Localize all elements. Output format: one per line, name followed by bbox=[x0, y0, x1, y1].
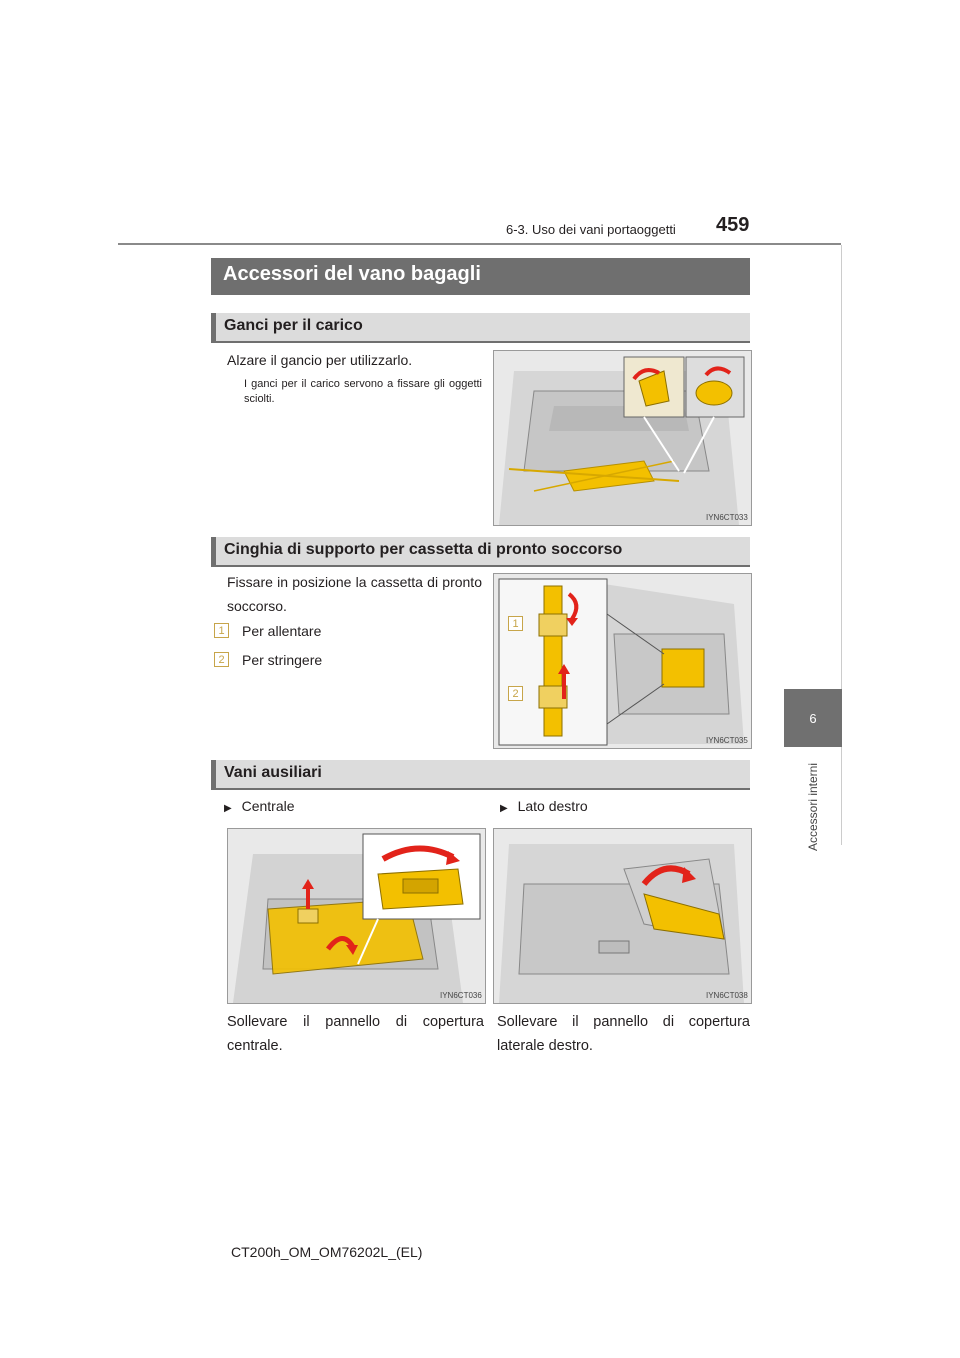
chapter-number: 6 bbox=[809, 710, 817, 726]
first-aid-strap-illustration bbox=[494, 574, 751, 748]
item-badge-1: 1 bbox=[214, 623, 229, 638]
page-number: 459 bbox=[716, 214, 750, 236]
figure-cargo-hooks bbox=[493, 350, 752, 526]
figure-first-aid-strap bbox=[493, 573, 752, 749]
figure-badge-2: 2 bbox=[508, 686, 523, 701]
vani-right-caption: Sollevare il pannello di copertura laterale destro. bbox=[497, 1014, 750, 1054]
triangle-bullet-icon: ▶ bbox=[224, 803, 232, 814]
header-divider bbox=[118, 243, 841, 245]
section-title-vani bbox=[211, 760, 750, 790]
section-title-cinghia bbox=[211, 537, 750, 567]
vani-left-heading-text: Centrale bbox=[241, 798, 295, 814]
chapter-label-wrap bbox=[784, 752, 842, 862]
item-label-stringere: Per stringere bbox=[242, 652, 323, 668]
triangle-bullet-icon: ▶ bbox=[500, 803, 508, 814]
figure-badge-1: 1 bbox=[508, 616, 523, 631]
header-section-title: 6-3. Uso dei vani portaoggetti bbox=[506, 222, 676, 237]
figure-central-compartment bbox=[227, 828, 486, 1004]
figure-code-038: IYN6CT038 bbox=[706, 991, 748, 1000]
right-compartment-illustration bbox=[494, 829, 751, 1003]
section-title-ganci bbox=[211, 313, 750, 343]
vani-left-caption: Sollevare il pannello di copertura centrale. bbox=[227, 1014, 484, 1054]
footer-doc-code: CT200h_OM_OM76202L_(EL) bbox=[231, 1244, 423, 1260]
main-title-bar bbox=[211, 258, 750, 295]
section-title-ganci-text: Ganci per il carico bbox=[224, 317, 363, 334]
vani-left-heading bbox=[224, 794, 295, 821]
chapter-label: Accessori interni bbox=[806, 762, 820, 852]
main-title: Accessori del vano bagagli bbox=[223, 263, 481, 285]
section-title-cinghia-text: Cinghia di supporto per cassetta di pronto soccorso bbox=[224, 541, 623, 558]
section-title-vani-text: Vani ausiliari bbox=[224, 764, 322, 781]
cinghia-instruction: Fissare in posizione la cassetta di pronto soccorso. bbox=[227, 574, 482, 614]
figure-right-compartment bbox=[493, 828, 752, 1004]
figure-code-033: IYN6CT033 bbox=[706, 513, 748, 522]
figure-code-036: IYN6CT036 bbox=[440, 991, 482, 1000]
vani-right-heading-text: Lato destro bbox=[517, 798, 588, 814]
cargo-hooks-illustration bbox=[494, 351, 751, 525]
chapter-tab[interactable] bbox=[784, 689, 842, 747]
ganci-note: I ganci per il carico servono a fissare gli oggetti sciolti. bbox=[244, 378, 482, 405]
ganci-instruction: Alzare il gancio per utilizzarlo. bbox=[227, 352, 413, 368]
item-badge-2: 2 bbox=[214, 652, 229, 667]
central-compartment-illustration bbox=[228, 829, 485, 1003]
item-label-allentare: Per allentare bbox=[242, 623, 322, 639]
vani-right-heading bbox=[500, 794, 588, 821]
figure-code-035: IYN6CT035 bbox=[706, 736, 748, 745]
